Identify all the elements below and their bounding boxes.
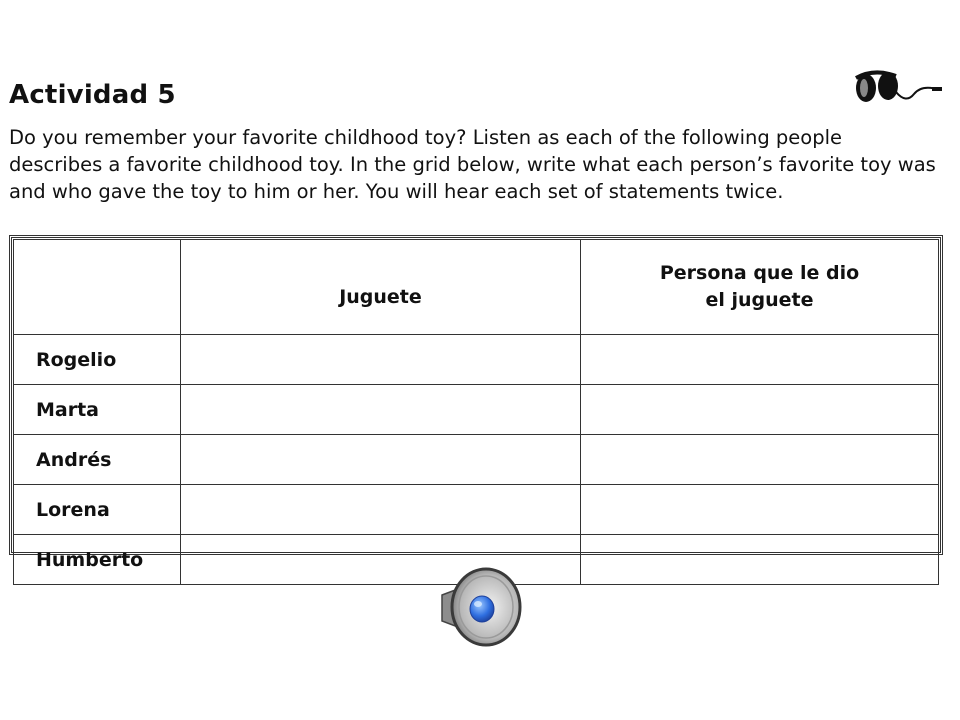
giver-answer-cell[interactable] [581, 535, 939, 585]
person-name: Marta [14, 385, 181, 435]
person-name: Rogelio [14, 335, 181, 385]
person-name: Lorena [14, 485, 181, 535]
grid-row-lorena [14, 485, 939, 535]
toy-answer-cell[interactable] [181, 385, 581, 435]
toy-answer-cell[interactable] [181, 485, 581, 535]
toy-answer-cell[interactable] [181, 435, 581, 485]
giver-column-header [581, 240, 939, 335]
person-name: Humberto [14, 535, 181, 585]
answer-grid [9, 235, 943, 571]
grid-row-rogelio [14, 335, 939, 385]
giver-answer-cell[interactable] [581, 485, 939, 535]
toy-column-header: Juguete [181, 240, 581, 335]
giver-answer-cell[interactable] [581, 385, 939, 435]
instructions-text: Do you remember your favorite childhood toy? Listen as each of the following people describes a favorite childhood toy. In the grid below, write what each person’s favorite toy was and who gave the toy to him or her. You will hear each set of statements twice. [9, 126, 936, 203]
giver-answer-cell[interactable] [581, 335, 939, 385]
grid-row-marta [14, 385, 939, 435]
speaker-icon[interactable] [436, 565, 524, 649]
headphones-icon [852, 70, 944, 110]
giver-header-line-2: el juguete [705, 289, 814, 311]
person-name: Andrés [14, 435, 181, 485]
grid-row-andres [14, 435, 939, 485]
grid-header-row [14, 240, 939, 335]
grid-corner-cell [14, 240, 181, 335]
toy-answer-cell[interactable] [181, 335, 581, 385]
giver-header-line-1: Persona que le dio [659, 262, 860, 284]
activity-title: Actividad 5 [9, 80, 176, 110]
giver-answer-cell[interactable] [581, 435, 939, 485]
